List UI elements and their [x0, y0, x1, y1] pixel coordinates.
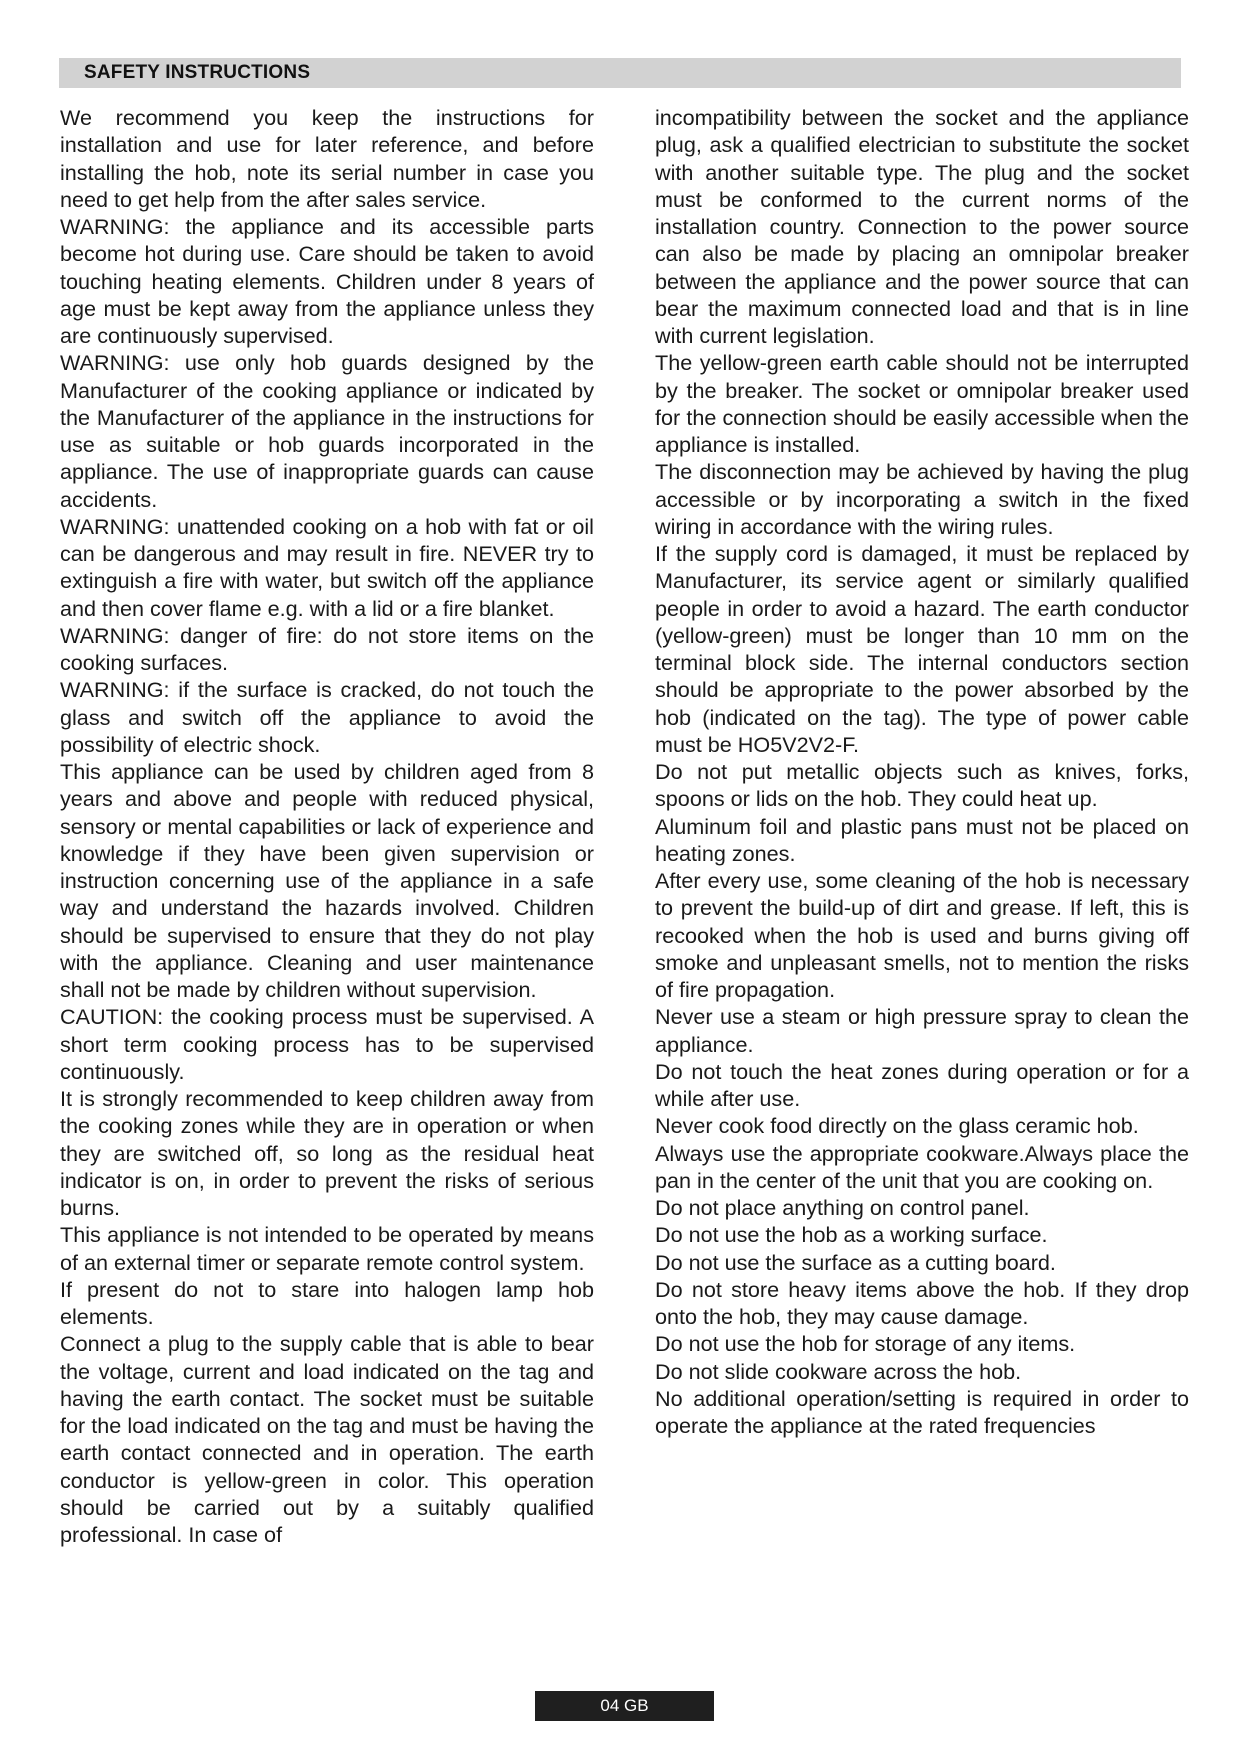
paragraph: Do not slide cookware across the hob.: [655, 1358, 1022, 1384]
paragraph: It is strongly recommended to keep children away from the cooking zones while they are in operation or when they are switched off, so long as the residual heat indicator is on, in order to prevent the risks of serious burns.: [60, 1086, 594, 1220]
paragraph: No additional operation/setting is required in order to operate the appliance at the rated frequencies: [655, 1385, 1189, 1438]
page-number: 04 GB: [600, 1696, 649, 1715]
paragraph: This appliance is not intended to be operated by means of an external timer or separate remote control system.: [60, 1222, 594, 1275]
paragraph: Always use the appropriate cookware.Always place the pan in the center of the unit that you are cooking on.: [655, 1140, 1189, 1193]
paragraph: We recommend you keep the instructions for installation and use for later reference, and before installing the hob, note its serial number in case you need to get help from the after sales service.: [60, 105, 594, 212]
paragraph: Connect a plug to the supply cable that is able to bear the voltage, current and load indicated on the tag and having the earth contact. The socket must be suitable for the load indicated on the tag and must be having the earth contact connected and in operation. The earth conductor is yellow-green in color. This operation should be carried out by a suitably qualified professional. In case of: [60, 1331, 594, 1547]
paragraph: incompatibility between the socket and the appliance plug, ask a qualified electrician to substitute the socket with another suitable type. The plug and the socket must be conformed to the current norms of the installation country. Connection to the power source can also be made by placing an omnipolar breaker between the appliance and the power source that can bear the maximum connected load and that is in line with current legislation.: [655, 105, 1189, 348]
paragraph: WARNING: unattended cooking on a hob with fat or oil can be dangerous and may result in fire. NEVER try to extinguish a fire with water, but switch off the appliance and then cover flame e.g. with a lid or a fire blanket.: [60, 513, 594, 621]
paragraph: If the supply cord is damaged, it must be replaced by Manufacturer, its service agent or similarly qualified people in order to avoid a hazard. The earth conductor (yellow-green) must be longer than 10 mm on the terminal block side. The internal conductors section should be appropriate to the power absorbed by the hob (indicated on the tag). The type of power cable must be HO5V2V2-F.: [655, 541, 1189, 757]
paragraph: Never cook food directly on the glass ceramic hob.: [655, 1113, 1139, 1139]
paragraph: Do not place anything on control panel.: [655, 1195, 1030, 1220]
paragraph: This appliance can be used by children aged from 8 years and above and people with reduced physical, sensory or mental capabilities or lack of experience and knowledge if they have been given supervision or instruction concerning use of the appliance in a safe way and understand the hazards involved. Children should be supervised to ensure that they do not play with the appliance. Cleaning and user maintenance shall not be made by children without supervision.: [60, 759, 594, 1002]
paragraph: WARNING: danger of fire: do not store items on the cooking surfaces.: [60, 622, 594, 675]
paragraph: Never use a steam or high pressure spray to clean the appliance.: [655, 1004, 1189, 1057]
paragraph: CAUTION: the cooking process must be supervised. A short term cooking process has to be supervised continuously.: [60, 1004, 594, 1084]
section-title: SAFETY INSTRUCTIONS: [84, 62, 311, 83]
paragraph: If present do not to stare into halogen lamp hob elements.: [60, 1276, 594, 1329]
paragraph: Do not touch the heat zones during operation or for a while after use.: [655, 1058, 1189, 1111]
paragraph: After every use, some cleaning of the hob is necessary to prevent the build-up of dirt and grease. If left, this is recooked when the hob is used and burns giving off smoke and unpleasant smells, not to mention the risks of fire propagation.: [655, 868, 1189, 1002]
paragraph: WARNING: use only hob guards designed by the Manufacturer of the cooking appliance or indicated by the Manufacturer of the appliance in the instructions for use as suitable or hob guards incorporated in the appliance. The use of inappropriate guards can cause accidents.: [60, 350, 594, 512]
paragraph: The disconnection may be achieved by having the plug accessible or by incorporating a switch in the fixed wiring in accordance with the wiring rules.: [655, 459, 1189, 539]
paragraph: WARNING: the appliance and its accessible parts become hot during use. Care should be taken to avoid touching heating elements. Children under 8 years of age must be kept away from the appliance unless they are continuously supervised.: [60, 214, 594, 348]
left-text-column: [60, 104, 594, 1548]
right-text-column: [655, 104, 1189, 1439]
paragraph: WARNING: if the surface is cracked, do not touch the glass and switch off the appliance to avoid the possibility of electric shock.: [60, 677, 594, 757]
paragraph: Do not use the hob as a working surface.: [655, 1222, 1048, 1248]
paragraph: Do not put metallic objects such as knives, forks, spoons or lids on the hob. They could heat up.: [655, 759, 1189, 812]
paragraph: Do not store heavy items above the hob. If they drop onto the hob, they may cause damage.: [655, 1276, 1189, 1329]
paragraph: Aluminum foil and plastic pans must not be placed on heating zones.: [655, 813, 1189, 866]
page-number-badge: [535, 1691, 714, 1721]
paragraph: Do not use the hob for storage of any items.: [655, 1331, 1076, 1357]
paragraph: Do not use the surface as a cutting board.: [655, 1249, 1056, 1275]
paragraph: The yellow-green earth cable should not be interrupted by the breaker. The socket or omnipolar breaker used for the connection should be easily accessible when the appliance is installed.: [655, 350, 1189, 457]
section-header-bar: [59, 58, 1181, 88]
